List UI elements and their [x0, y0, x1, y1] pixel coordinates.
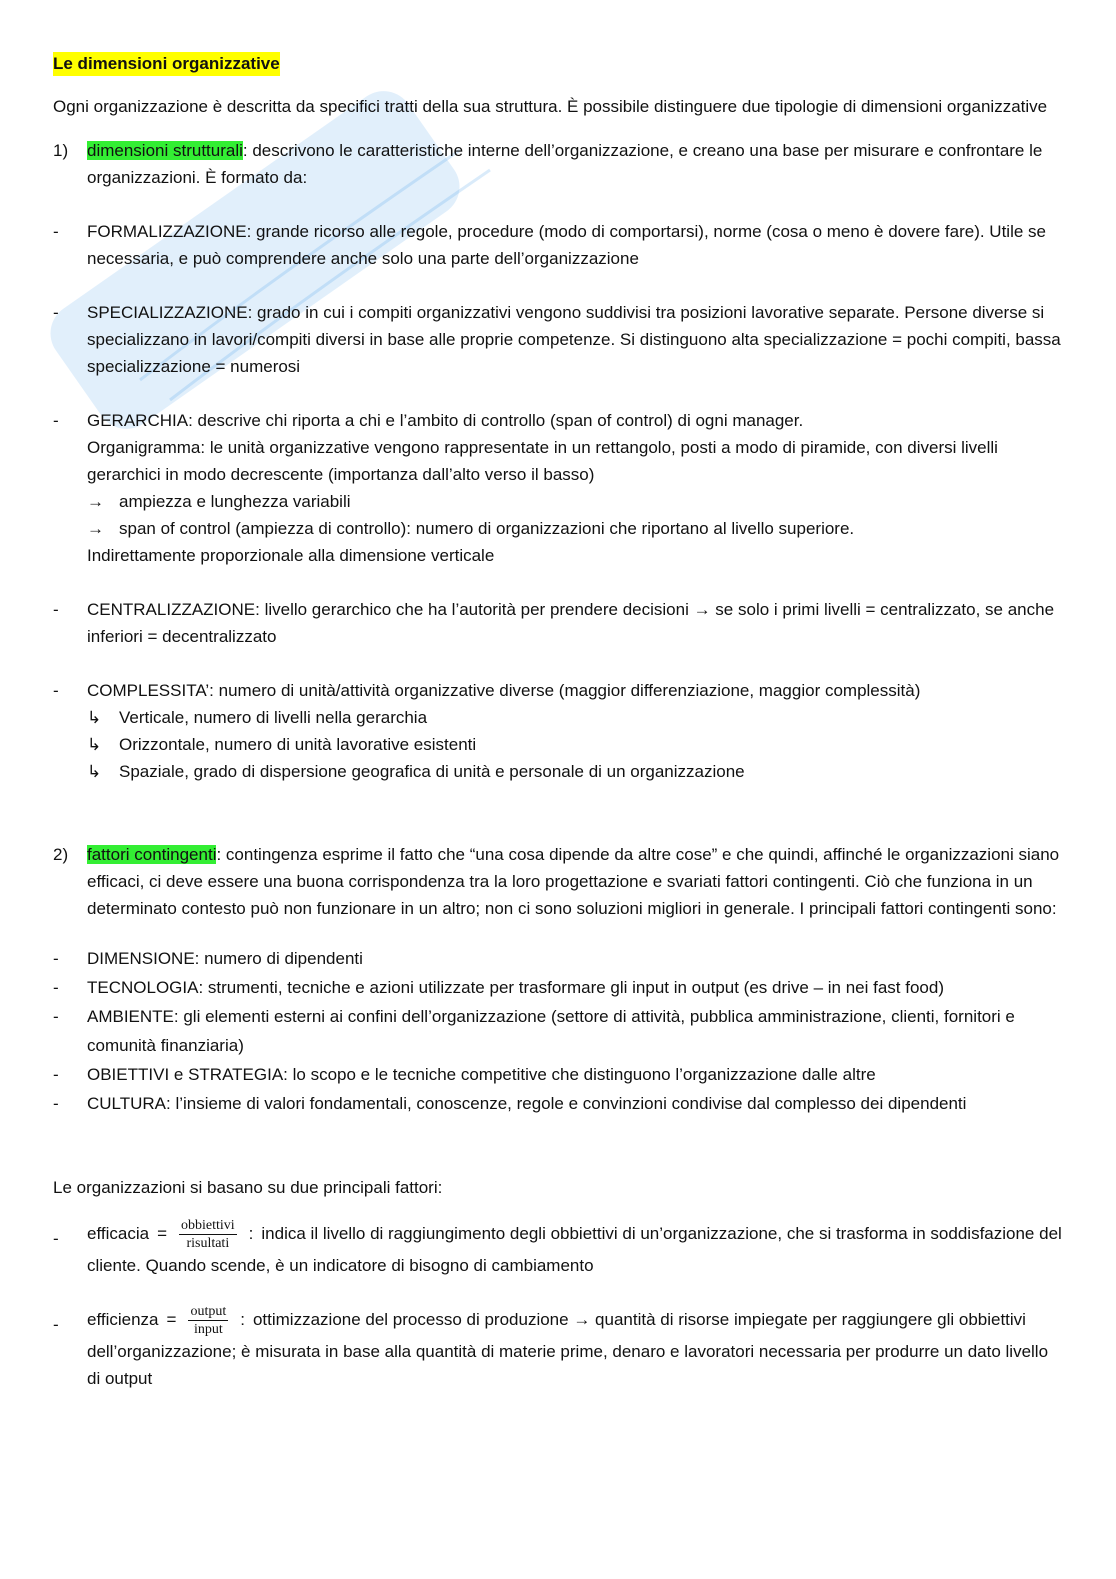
bullet: - [53, 1007, 59, 1026]
section-number: 2) [53, 845, 69, 864]
arrow-item: → span of control (ampiezza di controllo): numero di organizzazioni che riportano al livello superiore. [87, 515, 1063, 542]
section-number: 1) [53, 141, 69, 160]
item-gerarchia [53, 407, 1063, 569]
bullet: - [53, 600, 59, 619]
section-contingent-factors [53, 841, 1063, 922]
sub-item: ↳ Verticale, numero di livelli nella gerarchia [87, 704, 1063, 731]
return-arrow-icon: ↳ [87, 762, 102, 781]
section-text: : descrivono le caratteristiche interne dell’organizzazione, e creano una base per misurare e confrontare le organizzazioni. È formato da: [87, 141, 1043, 187]
factor-item: - TECNOLOGIA: strumenti, tecniche e azioni utilizzate per trasformare gli input in output (es drive – in nei fast food) [53, 973, 1063, 1002]
factor-item: - CULTURA: l’insieme di valori fondamentali, conoscenze, regole e convinzioni condivise dal complesso dei dipendenti [53, 1089, 1063, 1118]
factor-item: - OBIETTIVI e STRATEGIA: lo scopo e le tecniche competitive che distinguono l’organizzazione dalle altre [53, 1060, 1063, 1089]
bullet: - [53, 949, 59, 968]
return-arrow-icon: ↳ [87, 735, 102, 754]
item-efficacia: - efficacia = $\frac{\text{obbiettivi}}{\text{risultati}}$ : indica il livello di raggiungimento degli obbiettivi di un’organizzazione, che si trasforma in soddisfazione del cliente. Quando scende, è un indicatore di bisogno di cambiamento [53, 1218, 1062, 1275]
item-formalizzazione [53, 218, 1063, 272]
item-text: FORMALIZZAZIONE: grande ricorso alle regole, procedure (modo di comportarsi), norme (cosa o meno è dovere fare). Utile se necessaria, e può comprendere anche solo una parte dell’organizzazione [87, 222, 1046, 268]
sub-item: ↳ Orizzontale, numero di unità lavorative esistenti [87, 731, 1063, 758]
sub-item: ↳ Spaziale, grado di dispersione geografica di unità e personale di un organizzazione [87, 758, 1063, 785]
item-centralizzazione [53, 596, 1063, 650]
item-text: SPECIALIZZAZIONE: grado in cui i compiti organizzativi vengono suddivisi tra posizioni lavorative separate. Persone diverse si specializzano in lavori/compiti diversi in base alle proprie competenze. Si distinguono alta specializzazione = pochi compiti, bassa specializzazione = numerosi [87, 303, 1061, 376]
efficienza-label: efficienza [87, 1309, 159, 1329]
complessita-line: COMPLESSITA’: numero di unità/attività organizzative diverse (maggior differenziazione, maggior complessità) [87, 681, 921, 700]
gerarchia-note: Indirettamente proporzionale alla dimensione verticale [87, 546, 495, 565]
factor-item: - DIMENSIONE: numero di dipendenti [53, 944, 1063, 973]
efficacia-fraction: $\frac{\text{obbiettivi}}{\text{risultati}}$ [181, 1218, 235, 1251]
efficienza-fraction: $\frac{\text{output}}{\text{input}}$ [190, 1304, 227, 1337]
item-specializzazione [53, 299, 1063, 380]
closing-intro: Le organizzazioni si basano su due principali fattori: [53, 1178, 443, 1197]
item-text: CENTRALIZZAZIONE: livello gerarchico che ha l’autorità per prendere decisioni → se solo i primi livelli = centralizzato, se anche inferiori = decentralizzato [87, 600, 1055, 646]
bullet: - [53, 303, 59, 322]
item-efficienza: - efficienza = $\frac{\text{output}}{\text{input}}$ : ottimizzazione del processo di produzione → quantità di risorse impiegate per raggiungere gli obbiettivi dell’organizzazione; è misurata in base alla quantità di materie prime, denaro e lavoratori necessaria per produrre un dato livello di output [53, 1304, 1049, 1388]
page-title: Le dimensioni organizzative [53, 52, 280, 76]
section-structural-dimensions [53, 137, 1063, 191]
bullet: - [53, 1315, 59, 1334]
bullet: - [53, 1065, 59, 1084]
document-page [53, 52, 1063, 1392]
arrow-icon: → [87, 519, 104, 538]
intro-paragraph: Ogni organizzazione è descritta da specifici tratti della sua struttura. È possibile distinguere due tipologie di dimensioni organizzative [53, 97, 1048, 116]
bullet: - [53, 411, 59, 430]
factor-item: - AMBIENTE: gli elementi esterni ai confini dell’organizzazione (settore di attività, pubblica amministrazione, clienti, fornitori e comunità finanziaria) [53, 1002, 1063, 1060]
bullet: - [53, 222, 59, 241]
arrow-icon: → [87, 492, 104, 511]
highlight-contingent: fattori contingenti [87, 845, 217, 864]
efficienza-text: ottimizzazione del processo di produzione → quantità di risorse impiegate per raggiungere gli obbiettivi dell’organizzazione; è misurata in base alla quantità di materie prime, denaro e lavoratori necessaria per produrre un dato livello di output [87, 1309, 1049, 1388]
return-arrow-icon: ↳ [87, 708, 102, 727]
organigramma-text: Organigramma: le unità organizzative vengono rappresentate in un rettangolo, posti a modo di piramide, con diversi livelli gerarchici in modo decrescente (importanza dall’alto verso il basso) [87, 438, 998, 484]
bullet: - [53, 1229, 59, 1248]
efficacia-label: efficacia [87, 1223, 150, 1243]
bullet: - [53, 681, 59, 700]
gerarchia-line: GERARCHIA: descrive chi riporta a chi e l’ambito di controllo (span of control) di ogni manager. [87, 411, 804, 430]
item-complessita [53, 677, 1063, 785]
efficacia-text: indica il livello di raggiungimento degli obbiettivi di un’organizzazione, che si trasforma in soddisfazione del cliente. Quando scende, è un indicatore di bisogno di cambiamento [87, 1223, 1062, 1275]
arrow-item: → ampiezza e lunghezza variabili [87, 488, 1063, 515]
section-text: : contingenza esprime il fatto che “una cosa dipende da altre cose” e che quindi, affinché le organizzazioni siano efficaci, ci deve essere una buona corrispondenza tra la loro progettazione e svariati fattori contingenti. Ciò che funziona in un determinato contesto può non funzionare in un altro; non ci sono soluzioni migliori in generale. I principali fattori contingenti sono: [87, 845, 1060, 918]
highlight-structural: dimensioni strutturali [87, 141, 243, 160]
bullet: - [53, 978, 59, 997]
bullet: - [53, 1094, 59, 1113]
